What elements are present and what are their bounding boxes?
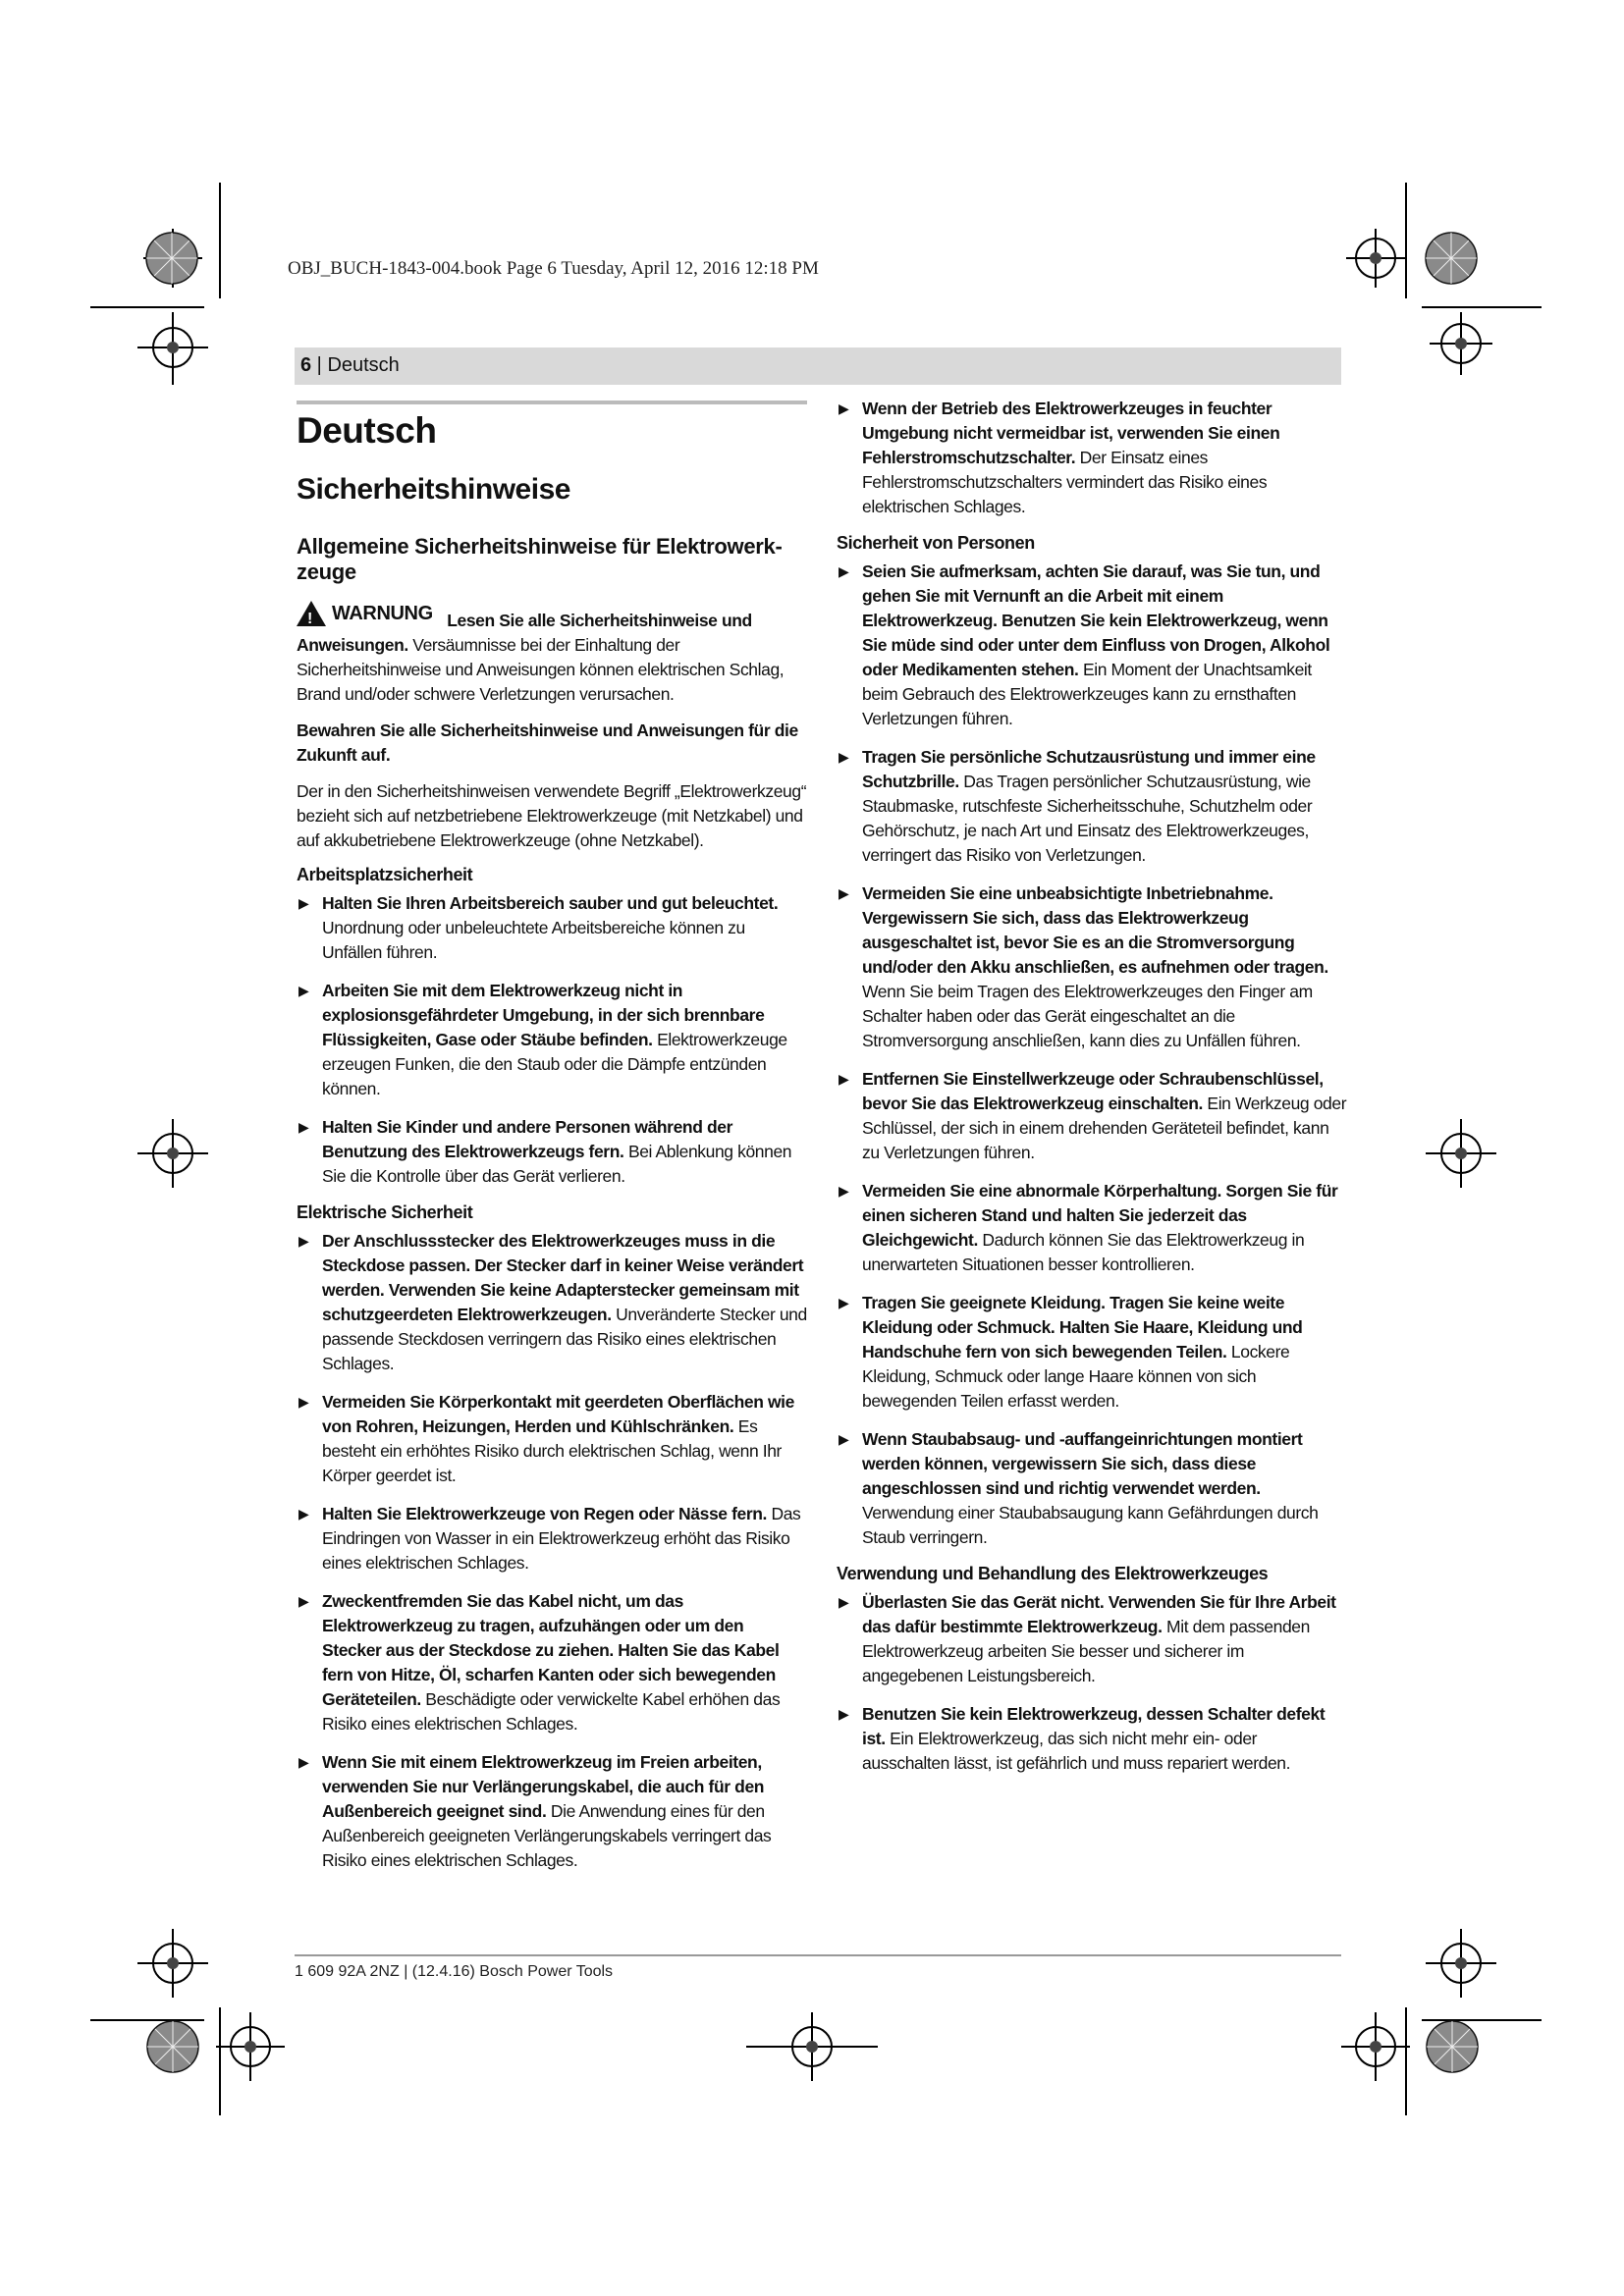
item-text: Das Tragen persönlicher Schutzausrüstung, wie Staubmaske, rutschfeste Sicherheitsschuhe, Schutzhelm oder Gehörschutz, je nach Art und Einsatz des Elektrowerkzeuges, verringert das Risiko von Verletzungen. bbox=[862, 772, 1313, 865]
bullet-arrow-icon: ▶ bbox=[839, 885, 849, 901]
left-column bbox=[297, 400, 807, 1887]
list-item bbox=[837, 1590, 1347, 1688]
warning-text: Versäumnisse bei der Einhaltung der Sicherheitshinweise und Anweisungen können elektrischen Schlag, Brand und/oder schwere Verletzungen verursachen. bbox=[297, 635, 785, 704]
item-text: Ein Elektrowerkzeug, das sich nicht mehr ein- oder ausschalten lässt, ist gefährlich und muss repariert werden. bbox=[862, 1729, 1291, 1773]
item-bold: Halten Sie Elektrowerkzeuge von Regen oder Nässe fern. bbox=[322, 1504, 768, 1523]
item-bold: Wenn Sie mit einem Elektrowerkzeug im Freien arbeiten, verwenden Sie nur Verlängerungskabel, die auch für den Außenbereich geeignet sind. bbox=[322, 1752, 765, 1821]
bullet-arrow-icon: ▶ bbox=[839, 563, 849, 579]
item-text: Beschädigte oder verwickelte Kabel erhöhen das Risiko eines elektrischen Schlages. bbox=[322, 1689, 781, 1734]
bullet-arrow-icon: ▶ bbox=[298, 1593, 309, 1609]
bullet-arrow-icon: ▶ bbox=[839, 1706, 849, 1722]
item-text: Mit dem passenden Elektrowerkzeug arbeiten Sie besser und sicherer im angegebenen Leistungsbereich. bbox=[862, 1617, 1310, 1685]
book-info: OBJ_BUCH-1843-004.book Page 6 Tuesday, April 12, 2016 12:18 PM bbox=[288, 258, 819, 279]
item-text: Elektrowerkzeuge erzeugen Funken, die den Staub oder die Dämpfe entzünden können. bbox=[322, 1030, 787, 1098]
item-text: Verwendung einer Staubabsaugung kann Gefährdungen durch Staub verringern. bbox=[862, 1503, 1319, 1547]
list-item bbox=[837, 1427, 1347, 1550]
subsection-title: Sicherheit von Personen bbox=[837, 533, 1035, 553]
section-heading: Allgemeine Sicherheitshinweise für Elektrowerk-zeuge bbox=[297, 534, 783, 584]
item-bold: Wenn Staubabsaug- und -auffangeinrichtungen montiert werden können, vergewissern Sie sich, dass diese angeschlossen sind und richtig verwendet werden. bbox=[862, 1429, 1303, 1498]
item-bold: Entfernen Sie Einstellwerkzeuge oder Schraubenschlüssel, bevor Sie das Elektrowerkzeug einschalten. bbox=[862, 1069, 1324, 1113]
bullet-arrow-icon: ▶ bbox=[839, 1183, 849, 1199]
bullet-arrow-icon: ▶ bbox=[839, 749, 849, 765]
item-text: Der Einsatz eines Fehlerstromschutzschalters vermindert das Risiko eines elektrischen Schlages. bbox=[862, 448, 1268, 516]
item-bold: Vermeiden Sie eine abnormale Körperhaltung. Sorgen Sie für einen sicheren Stand und halten Sie jederzeit das Gleichgewicht. bbox=[862, 1181, 1338, 1250]
item-bold: Der Anschlussstecker des Elektrowerkzeuges muss in die Steckdose passen. Der Stecker darf in keiner Weise verändert werden. Verwenden Sie keine Adapterstecker gemeinsam mit schutzgeerdeten Elektrowerkzeugen. bbox=[322, 1231, 804, 1324]
list-item bbox=[297, 1229, 807, 1376]
list-item bbox=[297, 1390, 807, 1488]
item-bold: Wenn der Betrieb des Elektrowerkzeuges in feuchter Umgebung nicht vermeidbar ist, verwenden Sie einen Fehlerstromschutzschalter. bbox=[862, 399, 1280, 467]
list-item bbox=[837, 745, 1347, 868]
item-text: Lockere Kleidung, Schmuck oder lange Haare können von sich bewegenden Teilen erfasst werden. bbox=[862, 1342, 1290, 1411]
item-bold: Halten Sie Ihren Arbeitsbereich sauber und gut beleuchtet. bbox=[322, 893, 779, 913]
list-item bbox=[837, 1702, 1347, 1776]
list-item bbox=[297, 1502, 807, 1575]
item-text: Ein Werkzeug oder Schlüssel, der sich in einem drehenden Geräteteil befindet, kann zu Verletzungen führen. bbox=[862, 1094, 1347, 1162]
right-sections bbox=[837, 533, 1347, 1776]
subsection-title: Arbeitsplatzsicherheit bbox=[297, 865, 473, 884]
warning-bold: Lesen Sie alle Sicherheitshinweise und Anweisungen. bbox=[297, 611, 752, 655]
item-bold: Zweckentfremden Sie das Kabel nicht, um das Elektrowerkzeug zu tragen, aufzuhängen oder um den Stecker aus der Steckdose zu ziehen. Halten Sie das Kabel fern von Hitze, Öl, scharfen Kanten oder sich bewegenden Geräteteilen. bbox=[322, 1591, 780, 1709]
page-title: Deutsch bbox=[297, 410, 437, 451]
list-item bbox=[837, 881, 1347, 1053]
list-item bbox=[297, 1750, 807, 1873]
footer-text: 1 609 92A 2NZ | (12.4.16) Bosch Power Tools bbox=[295, 1963, 614, 1980]
list-item bbox=[297, 891, 807, 965]
list-item bbox=[297, 1115, 807, 1189]
item-bold: Tragen Sie persönliche Schutzausrüstung und immer eine Schutzbrille. bbox=[862, 747, 1316, 791]
page-header bbox=[295, 347, 1341, 385]
list-item bbox=[837, 1067, 1347, 1165]
warning-badge bbox=[297, 601, 433, 626]
list-item bbox=[837, 560, 1347, 731]
keep-notice: Bewahren Sie alle Sicherheitshinweise und Anweisungen für die Zukunft auf. bbox=[297, 721, 798, 765]
warning-triangle-icon: ! bbox=[297, 601, 326, 626]
bullet-arrow-icon: ▶ bbox=[839, 1431, 849, 1447]
bullet-arrow-icon: ▶ bbox=[298, 983, 309, 998]
bullet-arrow-icon: ▶ bbox=[839, 400, 849, 416]
list-item bbox=[837, 1179, 1347, 1277]
item-bold: Halten Sie Kinder und andere Personen während der Benutzung des Elektrowerkzeugs fern. bbox=[322, 1117, 733, 1161]
warning-label: WARNUNG bbox=[332, 602, 433, 624]
item-text: Wenn Sie beim Tragen des Elektrowerkzeuges den Finger am Schalter haben oder das Gerät eingeschaltet an die Stromversorgung anschließen, kann dies zu Unfällen führen. bbox=[862, 982, 1313, 1050]
bullet-arrow-icon: ▶ bbox=[298, 1233, 309, 1249]
bullet-arrow-icon: ▶ bbox=[298, 895, 309, 911]
bullet-arrow-icon: ▶ bbox=[839, 1594, 849, 1610]
item-text: Die Anwendung eines für den Außenbereich geeigneten Verlängerungskabels verringert das Risiko eines elektrischen Schlages. bbox=[322, 1801, 772, 1870]
item-bold: Vermeiden Sie Körperkontakt mit geerdeten Oberflächen wie von Rohren, Heizungen, Herden und Kühlschränken. bbox=[322, 1392, 794, 1436]
bullet-arrow-icon: ▶ bbox=[298, 1119, 309, 1135]
list-item bbox=[297, 979, 807, 1101]
subsection-title: Verwendung und Behandlung des Elektrowerkzeuges bbox=[837, 1564, 1269, 1583]
item-bold: Überlasten Sie das Gerät nicht. Verwenden Sie für Ihre Arbeit das dafür bestimmte Elektrowerkzeug. bbox=[862, 1592, 1336, 1636]
list-item bbox=[837, 397, 1347, 519]
title-rule bbox=[297, 400, 807, 404]
bullet-arrow-icon: ▶ bbox=[298, 1506, 309, 1522]
item-bold: Seien Sie aufmerksam, achten Sie darauf, was Sie tun, und gehen Sie mit Vernunft an die Arbeit mit einem Elektrowerkzeug. Benutzen Sie kein Elektrowerkzeug, wenn Sie müde sind oder unter dem Einfluss von Drogen, Alkohol oder Medikamenten stehen. bbox=[862, 561, 1330, 679]
item-text: Ein Moment der Unachtsamkeit beim Gebrauch des Elektrowerkzeuges kann zu ernsthaften Verletzungen führen. bbox=[862, 660, 1312, 728]
item-text: Das Eindringen von Wasser in ein Elektrowerkzeug erhöht das Risiko eines elektrischen Schlages. bbox=[322, 1504, 801, 1573]
item-text: Unordnung oder unbeleuchtete Arbeitsbereiche können zu Unfällen führen. bbox=[322, 918, 745, 962]
definition-text: Der in den Sicherheitshinweisen verwendete Begriff „Elektrowerkzeug“ bezieht sich auf netzbetriebene Elektrowerkzeuge (mit Netzkabel) und auf akkubetriebene Elektrowerkzeuge (ohne Netzkabel). bbox=[297, 781, 807, 850]
bullet-arrow-icon: ▶ bbox=[839, 1071, 849, 1087]
item-text: Unveränderte Stecker und passende Steckdosen verringern das Risiko eines elektrischen Schlages. bbox=[322, 1305, 807, 1373]
item-bold: Arbeiten Sie mit dem Elektrowerkzeug nicht in explosionsgefährdeter Umgebung, in der sich brennbare Flüssigkeiten, Gase oder Stäube befinden. bbox=[322, 981, 765, 1049]
bullet-arrow-icon: ▶ bbox=[298, 1394, 309, 1410]
header-section: Deutsch bbox=[327, 354, 400, 376]
item-bold: Benutzen Sie kein Elektrowerkzeug, dessen Schalter defekt ist. bbox=[862, 1704, 1326, 1748]
page-header-text: 6 | Deutsch bbox=[300, 354, 400, 376]
left-sections bbox=[297, 865, 807, 1873]
item-text: Dadurch können Sie das Elektrowerkzeug in unerwarteten Situationen besser kontrollieren. bbox=[862, 1230, 1305, 1274]
bullet-arrow-icon: ▶ bbox=[298, 1754, 309, 1770]
item-text: Es besteht ein erhöhtes Risiko durch elektrischen Schlag, wenn Ihr Körper geerdet ist. bbox=[322, 1416, 782, 1485]
list-item bbox=[837, 1291, 1347, 1414]
list-item bbox=[297, 1589, 807, 1736]
page-number: 6 bbox=[300, 354, 312, 376]
item-text: Bei Ablenkung können Sie die Kontrolle über das Gerät verlieren. bbox=[322, 1142, 792, 1186]
footer-rule bbox=[295, 1954, 1341, 1956]
subsection-title: Elektrische Sicherheit bbox=[297, 1202, 473, 1222]
page-subtitle: Sicherheitshinweise bbox=[297, 473, 570, 506]
warning-paragraph bbox=[297, 601, 807, 707]
item-bold: Tragen Sie geeignete Kleidung. Tragen Sie keine weite Kleidung oder Schmuck. Halten Sie Haare, Kleidung und Handschuhe fern von sich bewegenden Teilen. bbox=[862, 1293, 1303, 1362]
bullet-arrow-icon: ▶ bbox=[839, 1295, 849, 1310]
right-column bbox=[837, 397, 1347, 1789]
item-bold: Vermeiden Sie eine unbeabsichtigte Inbetriebnahme. Vergewissern Sie sich, dass das Elektrowerkzeug ausgeschaltet ist, bevor Sie es an die Stromversorgung und/oder den Akku anschließen, es aufnehmen oder tragen. bbox=[862, 883, 1328, 977]
